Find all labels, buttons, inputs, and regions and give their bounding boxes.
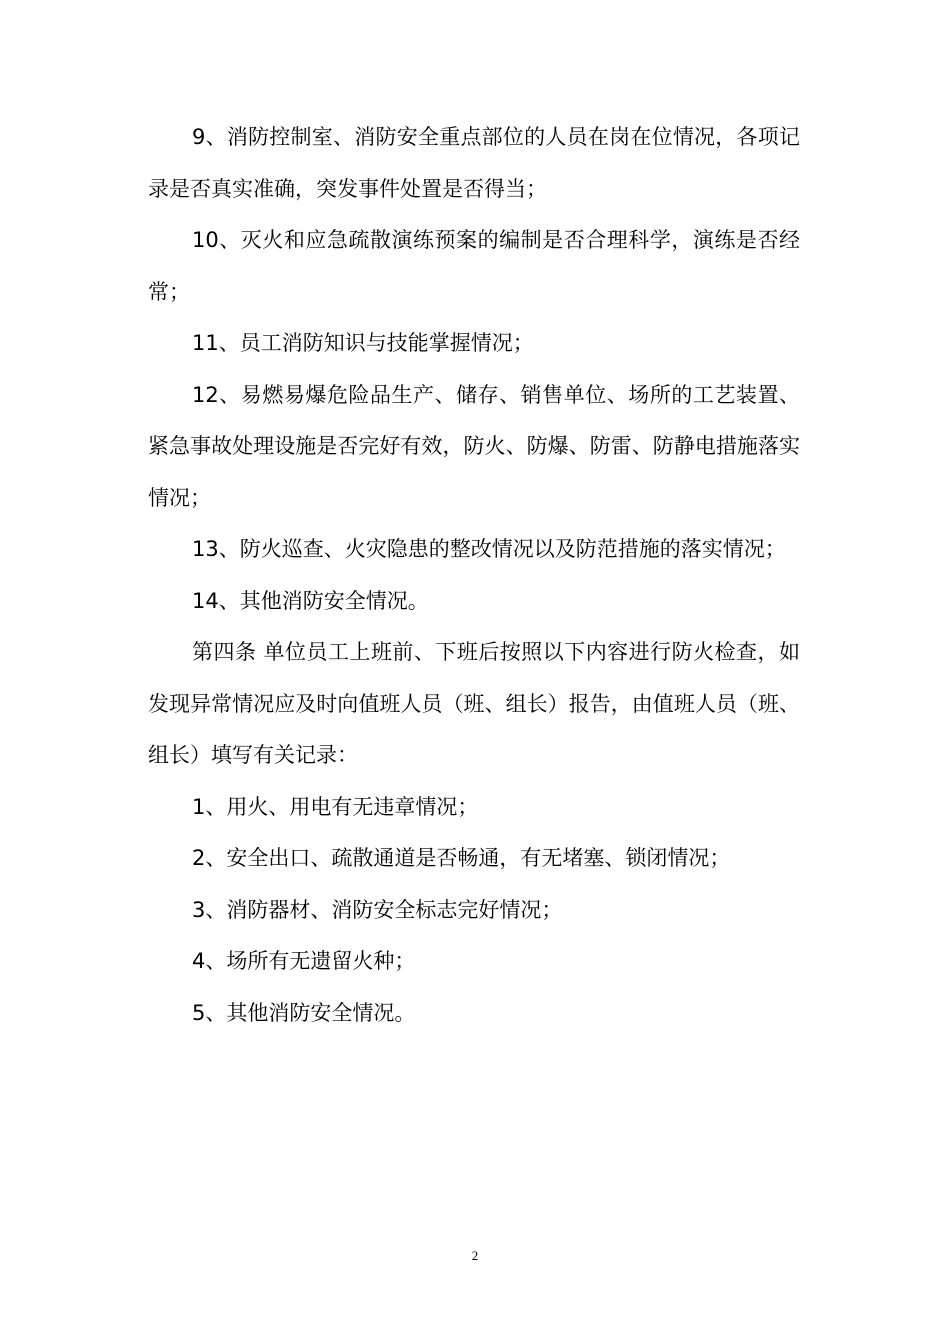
paragraph-item-11: 11、员工消防知识与技能掌握情况； <box>192 331 534 355</box>
document-body <box>148 112 800 1039</box>
paragraph-subitem-5: 5、其他消防安全情况。 <box>192 1000 416 1025</box>
paragraph-article-4: 第四条 单位员工上班前、下班后按照以下内容进行防火检查，如发现异常情况应及时向值班人员（班、组长）报告，由值班人员（班、组长）填写有关记录： <box>148 640 800 767</box>
paragraph-item-10: 10、灭火和应急疏散演练预案的编制是否合理科学，演练是否经常； <box>148 228 800 304</box>
paragraph-subitem-1: 1、用火、用电有无违章情况； <box>192 794 479 819</box>
paragraph-subitem-3: 3、消防器材、消防安全标志完好情况； <box>192 897 563 922</box>
paragraph-item-9: 9、消防控制室、消防安全重点部位的人员在岗在位情况，各项记录是否真实准确，突发事件处置是否得当； <box>148 125 800 201</box>
paragraph-subitem-4: 4、场所有无遗留火种； <box>192 949 416 973</box>
paragraph-item-14: 14、其他消防安全情况。 <box>192 588 429 613</box>
paragraph-item-12: 12、易燃易爆危险品生产、储存、销售单位、场所的工艺装置、紧急事故处理设施是否完好有效，防火、防爆、防雷、防静电措施落实情况； <box>148 382 800 510</box>
paragraph-item-13: 13、防火巡查、火灾隐患的整改情况以及防范措施的落实情况； <box>192 537 786 561</box>
page-number: 2 <box>471 1248 479 1263</box>
paragraph-subitem-2: 2、安全出口、疏散通道是否畅通，有无堵塞、锁闭情况； <box>192 846 731 870</box>
